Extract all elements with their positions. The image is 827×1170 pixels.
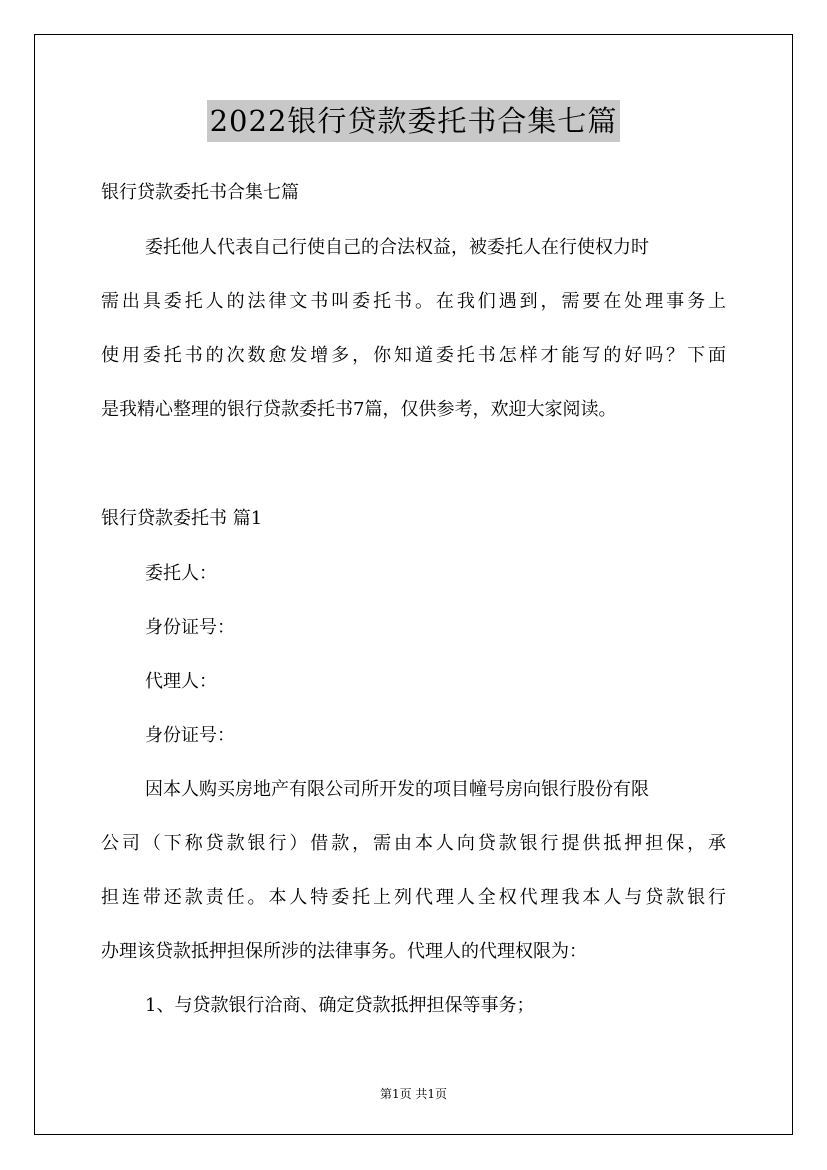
section-heading: 银行贷款委托书 篇1 (101, 508, 263, 529)
field-agent: 代理人： (145, 671, 217, 692)
intro-line-1: 委托他人代表自己行使自己的合法权益，被委托人在行使权力时 (145, 237, 649, 258)
title-container (0, 100, 827, 142)
document-title: 2022银行贷款委托书合集七篇 (207, 100, 621, 142)
document-subtitle: 银行贷款委托书合集七篇 (101, 182, 299, 203)
field-principal-id: 身份证号： (145, 617, 235, 638)
body-line-1: 因本人购买房地产有限公司所开发的项目幢号房向银行股份有限 (145, 779, 649, 800)
intro-line-4: 是我精心整理的银行贷款委托书7篇，仅供参考，欢迎大家阅读。 (101, 399, 617, 420)
body-line-2: 公司（下称贷款银行）借款，需由本人向贷款银行提供抵押担保，承 (101, 833, 726, 854)
field-principal: 委托人： (145, 563, 217, 584)
page-footer: 第1页 共1页 (379, 1087, 448, 1101)
list-item-1: 1、与贷款银行洽商、确定贷款抵押担保等事务； (145, 995, 535, 1016)
body-line-4: 办理该贷款抵押担保所涉的法律事务。代理人的代理权限为： (101, 941, 587, 962)
field-agent-id: 身份证号： (145, 725, 235, 746)
intro-line-2: 需出具委托人的法律文书叫委托书。在我们遇到，需要在处理事务上 (101, 291, 726, 312)
body-line-3: 担连带还款责任。本人特委托上列代理人全权代理我本人与贷款银行 (101, 887, 726, 908)
intro-line-3: 使用委托书的次数愈发增多，你知道委托书怎样才能写的好吗？下面 (101, 345, 726, 366)
